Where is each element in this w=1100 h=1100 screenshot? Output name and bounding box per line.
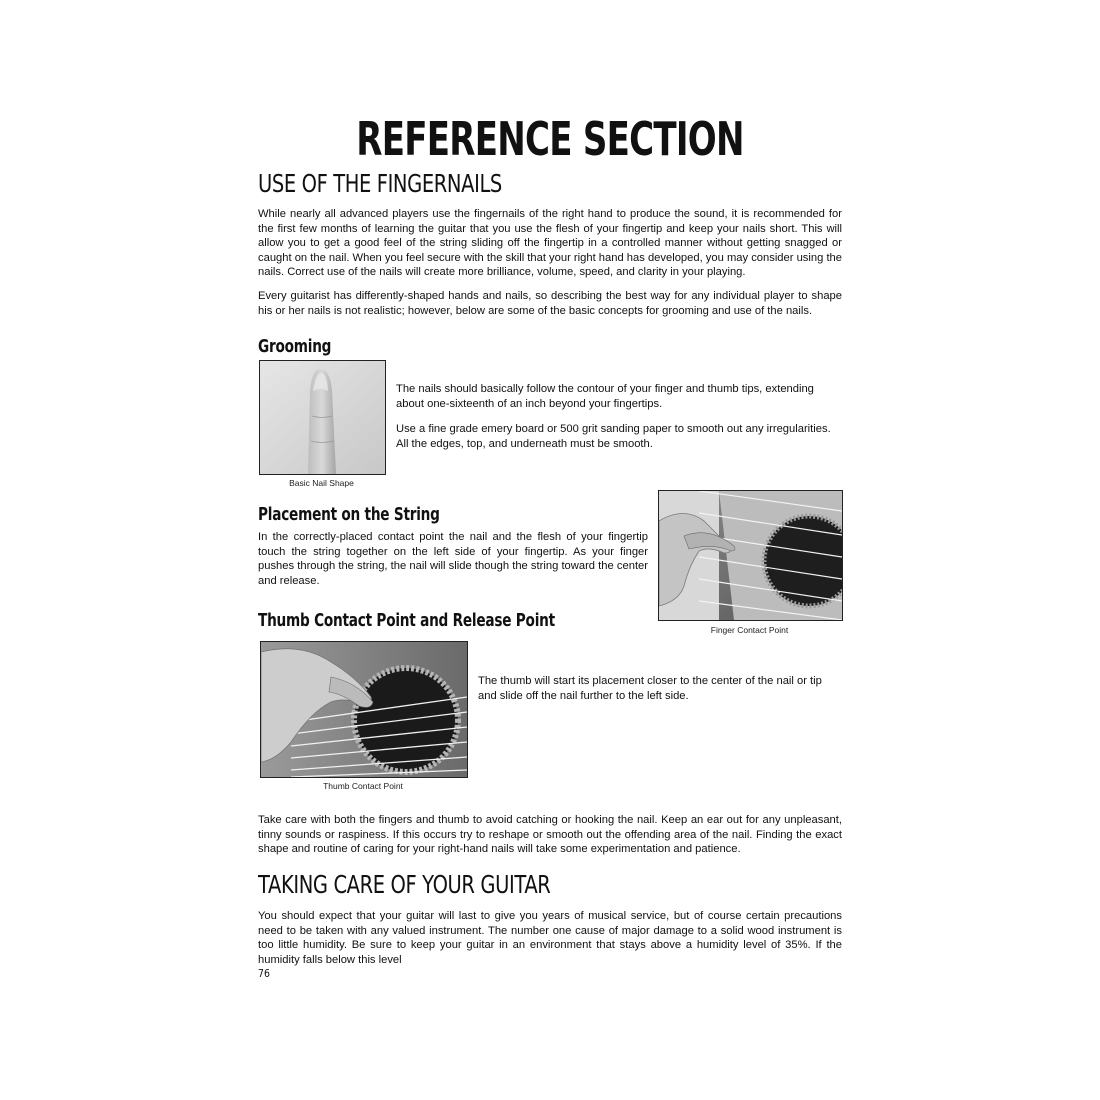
fingernails-heading: USE OF THE FINGERNAILS	[258, 169, 502, 198]
page-number: 76	[258, 967, 270, 980]
grooming-heading: Grooming	[258, 337, 332, 357]
nail-shape-photo	[259, 360, 386, 475]
thumb-contact-photo	[260, 641, 468, 778]
grooming-text-1: The nails should basically follow the contour of your finger and thumb tips, extending about one-sixteenth of an inch beyond your fingertips.	[396, 383, 814, 410]
page-title: REFERENCE SECTION	[356, 112, 744, 166]
thumb-contact-caption: Thumb Contact Point	[323, 781, 403, 791]
placement-heading: Placement on the String	[258, 505, 440, 525]
thumb-heading: Thumb Contact Point and Release Point	[258, 611, 555, 631]
grooming-text-2: Use a fine grade emery board or 500 grit sanding paper to smooth out any irregularities. All the edges, top, and underneath must be smooth.	[396, 423, 831, 450]
finger-contact-photo	[658, 490, 843, 621]
fingernails-paragraph-2: Every guitarist has differently-shaped hands and nails, so describing the best way for any individual player to shape his or her nails is not realistic; however, below are some of the basic concepts for grooming and use of the nails.	[258, 290, 842, 317]
nail-shape-caption: Basic Nail Shape	[289, 478, 354, 488]
guitar-care-heading: TAKING CARE OF YOUR GUITAR	[258, 870, 551, 899]
thumb-text: The thumb will start its placement closer to the center of the nail or tip and slide off the nail further to the left side.	[478, 675, 822, 702]
care-note-paragraph: Take care with both the fingers and thumb to avoid catching or hooking the nail. Keep an ear out for any unpleasant, tinny sounds or raspiness. If this occurs try to reshape or smooth out the offending area of the nail. Finding the exact shape and routine of caring for your right-hand nails will take some experimentation and patience.	[258, 814, 842, 856]
finger-contact-caption: Finger Contact Point	[710, 625, 789, 635]
placement-text: In the correctly-placed contact point the nail and the flesh of your fingertip touch the string together on the left side of your fingertip. As your finger pushes through the string, the nail will slide though the string toward the center and release.	[258, 531, 648, 587]
guitar-care-paragraph: You should expect that your guitar will last to give you years of musical service, but of course certain precautions need to be taken with any valued instrument. The number one cause of major damage to a solid wood instrument is too little humidity. Be sure to keep your guitar in an environment that stays above a humidity level of 35%. If the humidity falls below this level	[258, 910, 842, 966]
fingernails-paragraph-1: While nearly all advanced players use the fingernails of the right hand to produce the sound, it is recommended for the first few months of learning the guitar that you use the flesh of your fingertip and keep your nails short. This will allow you to get a good feel of the string sliding off the fingertip in a controlled manner without getting snagged or caught on the nail. When you feel secure with the skill that your right hand has developed, you may consider using the nails. Correct use of the nails will create more brilliance, volume, speed, and clarity in your playing.	[258, 208, 842, 279]
